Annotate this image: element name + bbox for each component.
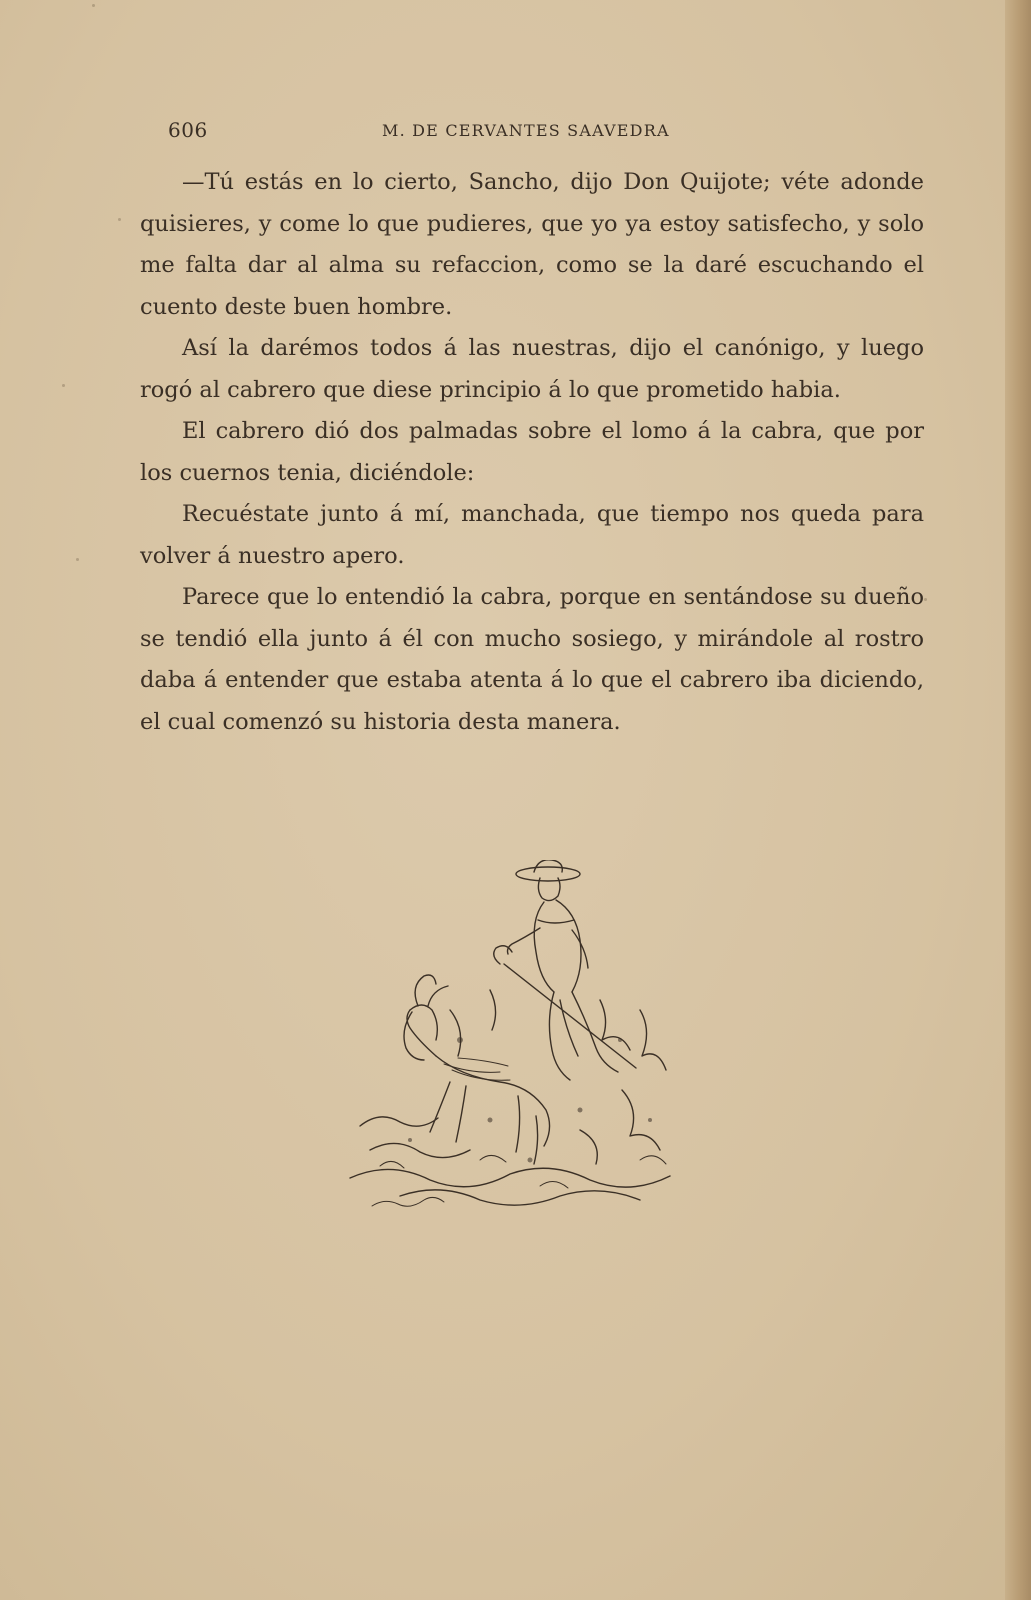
running-head (168, 118, 688, 148)
body-text (140, 162, 924, 743)
running-title: M. DE CERVANTES SAAVEDRA (382, 121, 670, 140)
paragraph: —Tú estás en lo cierto, Sancho, dijo Don Quijote; véte adonde quisieres, y come lo que pudieres, que yo ya estoy satisfecho, y solo me falta dar al alma su refaccion, como se la daré escuchando el cuento deste buen hombre. (140, 169, 924, 320)
paragraph: Parece que lo entendió la cabra, porque en sentándose su dueño se tendió ella junto á él con mucho sosiego, y mirándole al rostro daba á entender que estaba atenta á lo que el cabrero iba diciendo, el cual comenzó su historia desta manera. (140, 584, 924, 735)
paragraph: Recuéstate junto á mí, manchada, que tiempo nos queda para volver á nuestro apero. (140, 501, 924, 569)
page-edge (1005, 0, 1031, 1600)
paragraph: Así la darémos todos á las nuestras, dijo el canónigo, y luego rogó al cabrero que diese principio á lo que prometido habia. (140, 335, 924, 403)
goatherd-goat-illustration (340, 860, 710, 1240)
paragraph: El cabrero dió dos palmadas sobre el lomo á la cabra, que por los cuernos tenia, diciéndole: (140, 418, 924, 486)
paper-speck (76, 558, 79, 561)
paper-speck (92, 4, 95, 7)
page-number: 606 (168, 118, 208, 142)
paper-speck (924, 598, 927, 601)
paper-speck (62, 384, 65, 387)
paper-speck (118, 218, 121, 221)
